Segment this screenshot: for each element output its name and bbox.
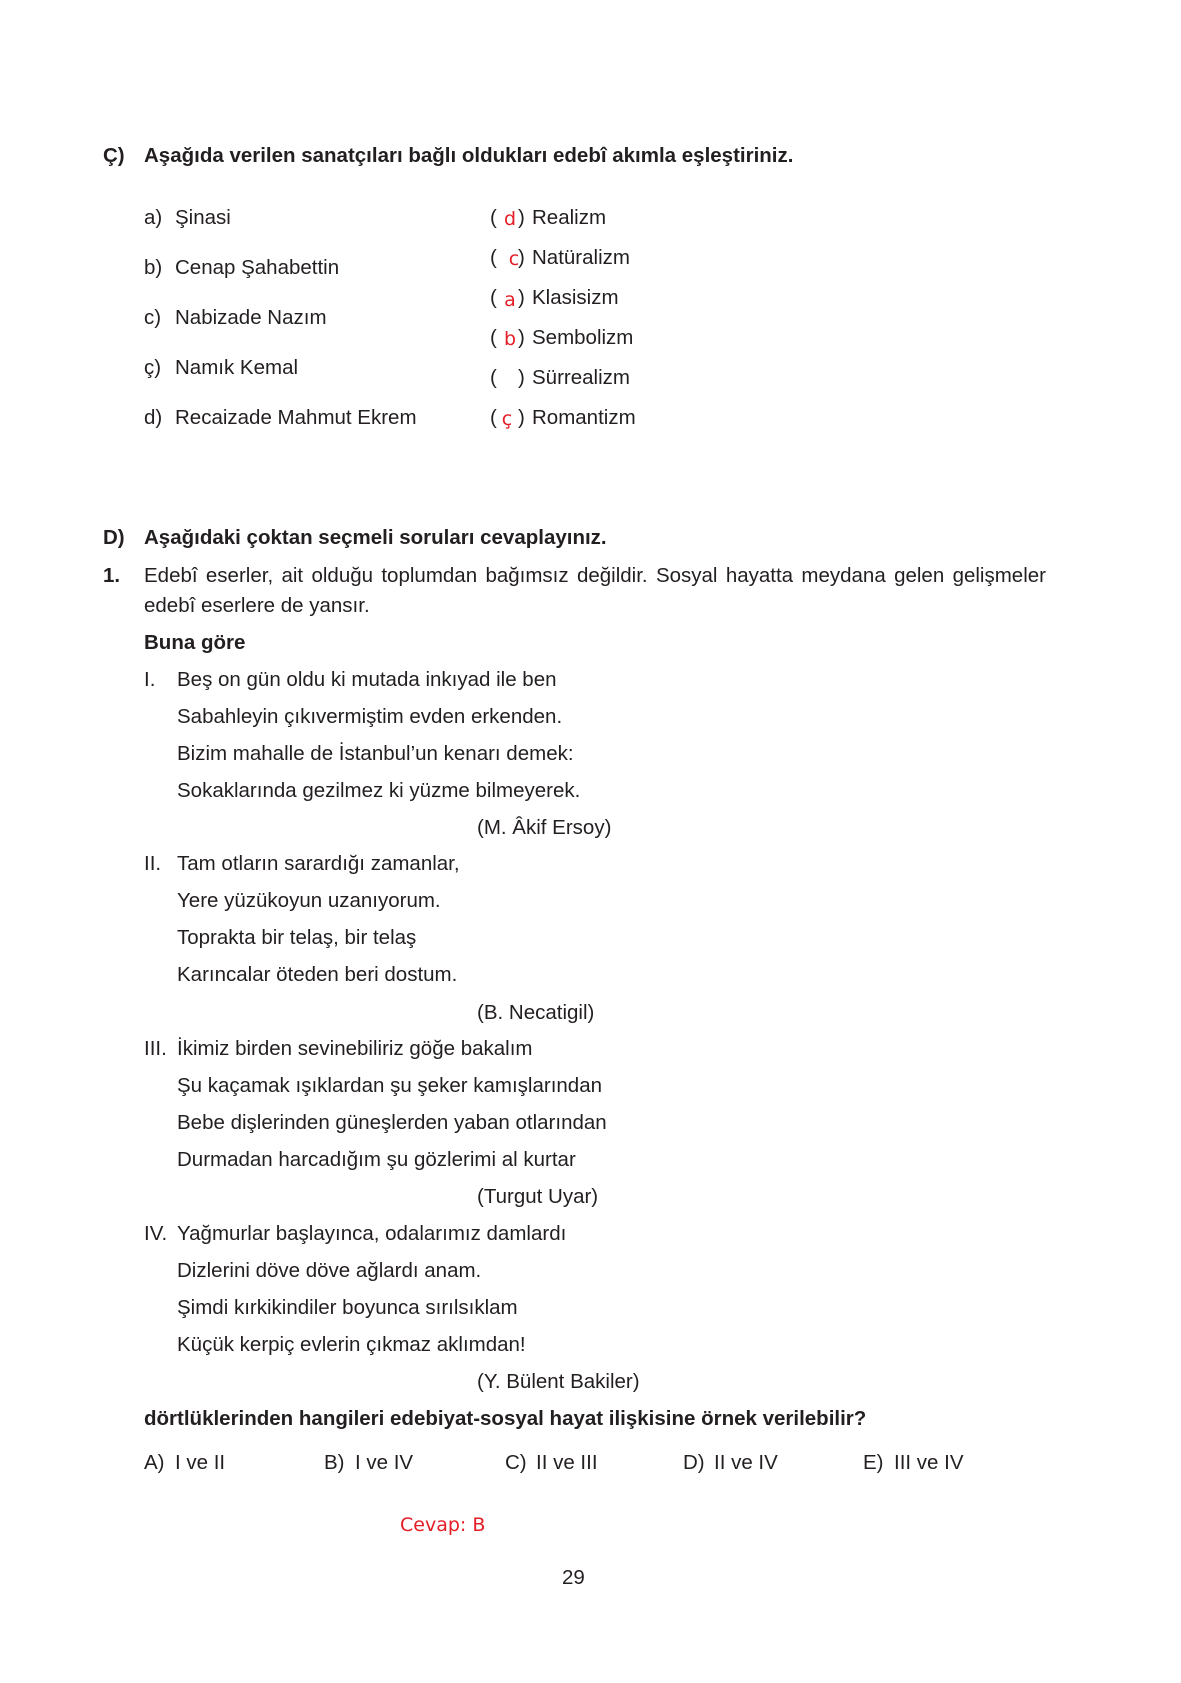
movement-name: Sembolizm — [532, 326, 634, 349]
poem-numeral: IV. — [144, 1222, 168, 1245]
section-d-letter: D) — [103, 526, 125, 549]
question-lead: Buna göre — [144, 631, 246, 654]
close-paren: ) — [518, 246, 525, 269]
poem-line: Yere yüzükoyun uzanıyorum. — [177, 889, 441, 912]
poem-numeral: II. — [144, 852, 162, 875]
close-paren: ) — [518, 206, 525, 229]
movement-name: Realizm — [532, 206, 607, 229]
section-c-letter: Ç) — [103, 144, 125, 167]
open-paren: ( — [490, 246, 497, 269]
artist-label: b) — [144, 256, 163, 279]
answer-option-e[interactable] — [863, 1451, 964, 1475]
poem-line: Bebe dişlerinden güneşlerden yaban otlarından — [177, 1111, 607, 1134]
movement-name: Klasisizm — [532, 286, 619, 309]
artist-name: Nabizade Nazım — [175, 306, 327, 329]
answer-mark: a — [504, 289, 516, 311]
open-paren: ( — [490, 206, 497, 229]
poem-numeral: III. — [144, 1037, 167, 1060]
poem-line: Beş on gün oldu ki mutada inkıyad ile ben — [177, 668, 557, 691]
answer-mark: b — [503, 328, 517, 350]
poem-line: Durmadan harcadığım şu gözlerimi al kurtar — [177, 1148, 576, 1171]
option-text: I ve II — [175, 1451, 226, 1474]
open-paren: ( — [490, 406, 497, 429]
artist-item — [144, 406, 417, 430]
poem-line: Sabahleyin çıkıvermiştim evden erkenden. — [177, 705, 563, 728]
poem-author: (Turgut Uyar) — [477, 1185, 599, 1208]
option-letter: C) — [505, 1451, 527, 1474]
option-letter: B) — [324, 1451, 345, 1474]
section-c-instruction: Aşağıda verilen sanatçıları bağlı oldukları edebî akımla eşleştiriniz. — [144, 144, 794, 167]
answer-mark: d — [503, 208, 517, 230]
open-paren: ( — [490, 326, 497, 349]
answer-mark: c — [508, 248, 520, 270]
poem-line: Yağmurlar başlayınca, odalarımız damlardı — [177, 1222, 567, 1245]
artist-label: c) — [144, 306, 162, 329]
artist-name: Şinasi — [175, 206, 231, 229]
movement-name: Sürrealizm — [532, 366, 630, 389]
section-d-instruction: Aşağıdaki çoktan seçmeli soruları cevaplayınız. — [144, 526, 607, 549]
poem-line: Dizlerini döve döve ağlardı anam. — [177, 1259, 482, 1282]
poem-line: Karıncalar öteden beri dostum. — [177, 963, 458, 986]
answer-mark: ç — [501, 408, 513, 430]
poem-line: İkimiz birden sevinebiliriz göğe bakalım — [177, 1037, 533, 1060]
poem-author: (B. Necatigil) — [477, 1001, 595, 1024]
question-stem-line: Edebî eserler, ait olduğu toplumdan bağımsız değildir. Sosyal hayatta meydana gelen gelişmeler — [144, 564, 1046, 587]
poem-line: Toprakta bir telaş, bir telaş — [177, 926, 417, 949]
close-paren: ) — [518, 286, 525, 309]
page-number: 29 — [562, 1566, 585, 1589]
question-number: 1. — [103, 564, 121, 587]
artist-label: ç) — [144, 356, 162, 379]
question-stem-line: edebî eserlere de yansır. — [144, 594, 370, 617]
answer-option-c[interactable] — [505, 1451, 598, 1475]
artist-item — [144, 206, 231, 230]
poem-numeral: I. — [144, 668, 156, 691]
artist-item — [144, 256, 339, 280]
poem-author: (M. Âkif Ersoy) — [477, 816, 612, 839]
poem-line: Bizim mahalle de İstanbul’un kenarı demek: — [177, 742, 574, 765]
open-paren: ( — [490, 286, 497, 309]
option-text: II ve IV — [714, 1451, 778, 1474]
option-letter: D) — [683, 1451, 705, 1474]
artist-label: d) — [144, 406, 163, 429]
artist-name: Cenap Şahabettin — [175, 256, 340, 279]
option-letter: E) — [863, 1451, 884, 1474]
option-text: I ve IV — [355, 1451, 414, 1474]
artist-name: Recaizade Mahmut Ekrem — [175, 406, 417, 429]
open-paren: ( — [490, 366, 497, 389]
close-paren: ) — [518, 326, 525, 349]
movement-name: Romantizm — [532, 406, 636, 429]
poem-line: Sokaklarında gezilmez ki yüzme bilmeyerek. — [177, 779, 581, 802]
artist-item — [144, 306, 327, 330]
answer-option-b[interactable] — [324, 1451, 413, 1475]
option-text: II ve III — [536, 1451, 598, 1474]
answer-option-d[interactable] — [683, 1451, 778, 1475]
artist-name: Namık Kemal — [175, 356, 299, 379]
artist-item — [144, 356, 298, 380]
poem-line: Küçük kerpiç evlerin çıkmaz aklımdan! — [177, 1333, 526, 1356]
movement-name: Natüralizm — [532, 246, 630, 269]
poem-line: Şimdi kırkikindiler boyunca sırılsıklam — [177, 1296, 518, 1319]
close-paren: ) — [518, 366, 525, 389]
poem-line: Şu kaçamak ışıklardan şu şeker kamışlarından — [177, 1074, 602, 1097]
close-paren: ) — [518, 406, 525, 429]
option-letter: A) — [144, 1451, 165, 1474]
answer-note: Cevap: B — [400, 1514, 486, 1536]
answer-option-a[interactable] — [144, 1451, 225, 1475]
option-text: III ve IV — [894, 1451, 964, 1474]
question-prompt: dörtlüklerinden hangileri edebiyat-sosyal hayat ilişkisine örnek verilebilir? — [144, 1407, 867, 1430]
artist-label: a) — [144, 206, 163, 229]
poem-line: Tam otların sarardığı zamanlar, — [177, 852, 460, 875]
poem-author: (Y. Bülent Bakiler) — [477, 1370, 640, 1393]
